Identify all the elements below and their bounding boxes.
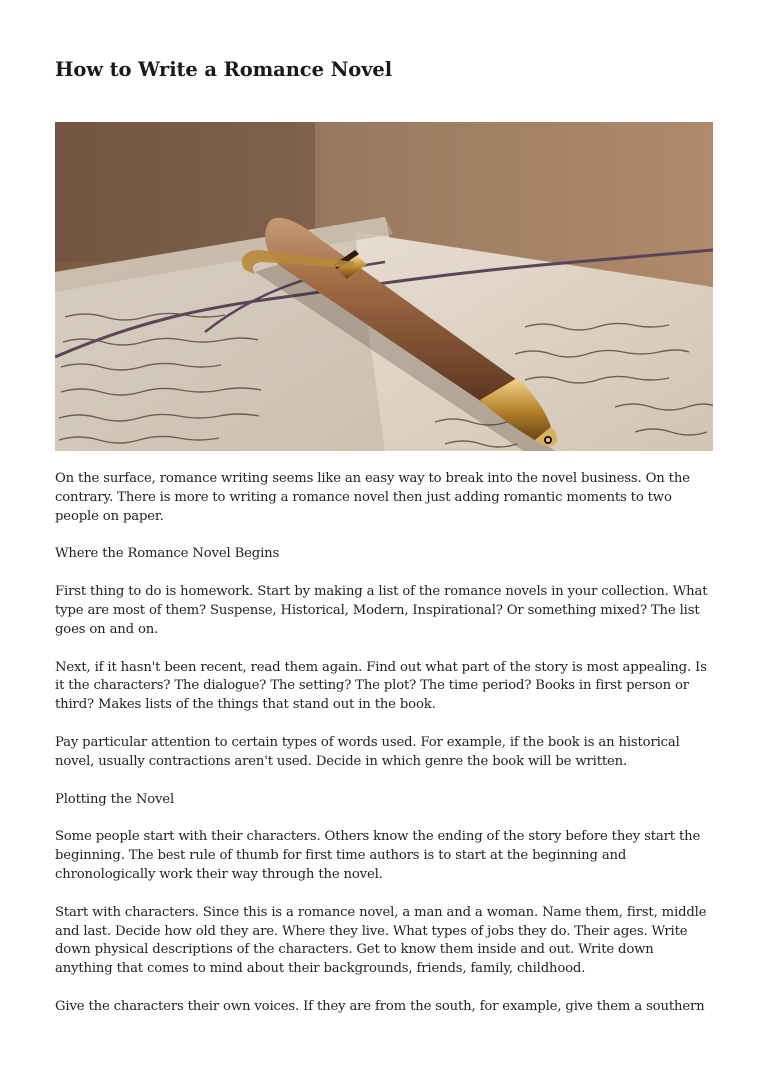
paragraph-reread: Next, if it hasn't been recent, read them again. Find out what part of the story is most appealing. Is it the characters? The dialogue? The setting? The plot? The time period? Books in first person or third? Makes lists of the things that stand out in the book. [55,659,707,713]
hero-image [55,122,713,451]
paragraph-words: Pay particular attention to certain types of words used. For example, if the book is an historical novel, usually contractions aren't used. Decide in which genre the book will be written. [55,734,680,769]
paragraph-homework: First thing to do is homework. Start by making a list of the romance novels in your collection. What type are most of them? Suspense, Historical, Modern, Inspirational? Or something mixed? The list goes on and on. [55,584,708,637]
section-heading-begins: Where the Romance Novel Begins [55,546,280,562]
paragraph-intro: On the surface, romance writing seems like an easy way to break into the novel business. On the contrary. There is more to writing a romance novel then just adding romantic moments to two people on paper. [55,471,690,524]
paragraph-start: Some people start with their characters. Others know the ending of the story before they start the beginning. The best rule of thumb for first time authors is to start at the beginning and chronologically work their way through the novel. [55,829,701,882]
paragraph-voices: Give the characters their own voices. If they are from the south, for example, give them a southern [55,998,705,1014]
document-body [55,470,715,1036]
section-heading-plotting: Plotting the Novel [55,791,175,807]
document-title: How to Write a Romance Novel [55,58,393,81]
paragraph-characters: Start with characters. Since this is a romance novel, a man and a woman. Name them, first, middle and last. Decide how old they are. Where they live. What types of jobs they do. Their ages. Write down physical descriptions of the characters. Get to know them inside and out. Write down anything that comes to mind about their backgrounds, friends, family, childhood. [55,904,707,977]
